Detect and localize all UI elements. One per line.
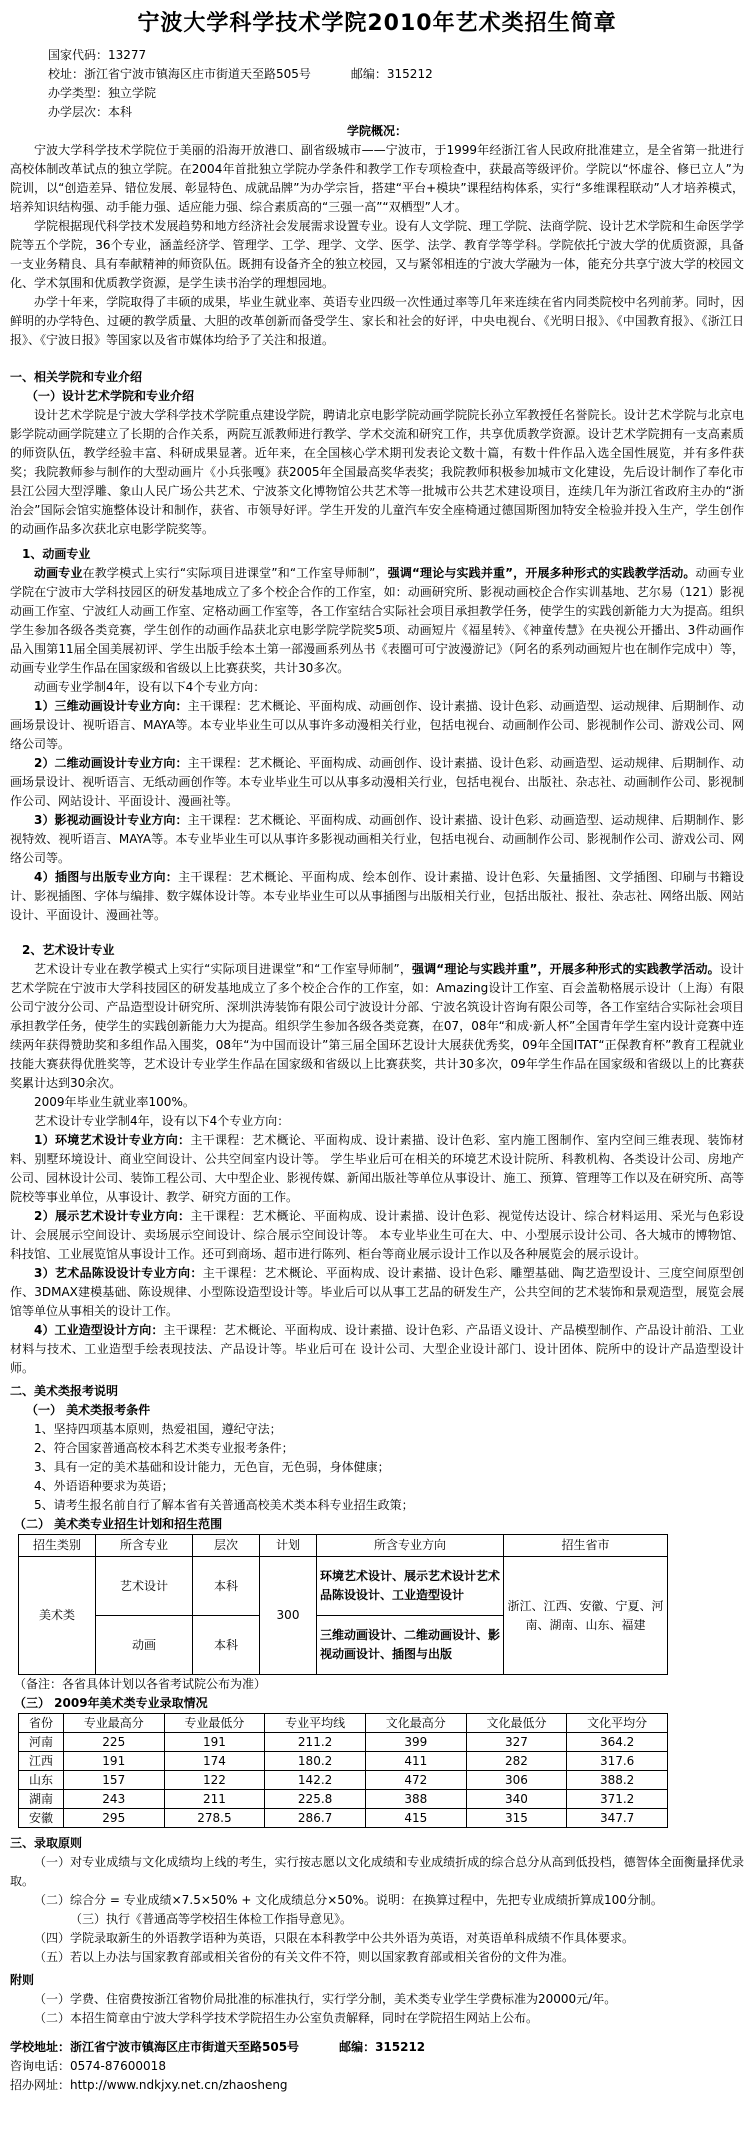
school-nature: 办学类型：独立学院 xyxy=(48,86,157,100)
employment-rate: 2009年毕业生就业率100%。 xyxy=(34,1095,195,1109)
table-cell: 211.2 xyxy=(265,1733,366,1752)
table-cell: 211 xyxy=(164,1790,265,1809)
subsection-heading: （二） 美术类专业招生计划和招生范围 xyxy=(14,1517,223,1531)
table-cell: 399 xyxy=(365,1733,466,1752)
table-header-cell: 专业最低分 xyxy=(164,1714,265,1733)
intro-paragraph: 办学十年来，学院取得了丰硕的成果，毕业生就业率、英语专业四级一次性通过率等几年来连续在省内同类院校中名列前茅。同时，因鲜明的办学特色、过硬的教学质量、大胆的改革创新而备受学生、家长和社会的好评，中央电视台、《光明日报》、《中国教育报》、《浙江日报》、《宁波日报》等国家以及省市媒体均给予了关注和报道。 xyxy=(10,295,744,347)
plan-major: 动画 xyxy=(96,1616,193,1675)
table-header-cell: 所含专业方向 xyxy=(317,1535,504,1557)
subsection-heading: （三） 2009年美术类专业录取情况 xyxy=(14,1696,208,1710)
admission-rule: （五）若以上办法与国家教育部或相关省份的有关文件不符，则以国家教育部或相关省份的文件为准。 xyxy=(34,1950,575,1964)
direction-item xyxy=(10,811,744,868)
plan-category: 美术类 xyxy=(19,1557,96,1675)
table-cell: 191 xyxy=(63,1752,164,1771)
contact-website-link[interactable]: 招办网址：http://www.ndkjxy.net.cn/zhaosheng xyxy=(10,2078,288,2092)
table-cell: 174 xyxy=(164,1752,265,1771)
art-emphasis: 强调“理论与实践并重”，开展多种形式的实践教学活动。 xyxy=(412,962,720,976)
intro-paragraph: 学院根据现代科学技术发展趋势和地方经济社会发展需求设置专业。设有人文学院、理工学院、法商学院、设计艺术学院和生命医学学院等五个学院，36个专业，涵盖经济学、管理学、工学、理学、文学、医学、法学、教育学等学科。学院依托宁波大学的优质资源，具备一支业务精良、具有奉献精神的师资队伍。既拥有设备齐全的独立校园，又与紧邻相连的宁波大学融为一体，能充分共享宁波大学的校园文化、学术氛围和优质教学资源，是学生读书治学的理想园地。 xyxy=(10,219,744,290)
contact-block xyxy=(10,2038,744,2095)
table-cell: 347.7 xyxy=(567,1809,668,1828)
direction-name: 4）插图与出版专业方向： xyxy=(34,870,179,884)
table-cell: 315 xyxy=(466,1809,567,1828)
condition-item: 5、请考生报名前自行了解本省有关普通高校美术类本科专业招生政策； xyxy=(34,1498,414,1512)
table-cell: 142.2 xyxy=(265,1771,366,1790)
table-row xyxy=(19,1557,668,1616)
direction-name: 1）三维动画设计专业方向： xyxy=(34,699,188,713)
table-cell: 472 xyxy=(365,1771,466,1790)
animation-paragraph xyxy=(10,564,744,678)
art-lead: 艺术设计专业在教学模式上实行“实际项目进课堂”和“工作室导师制”， xyxy=(34,962,412,976)
art-design-paragraph xyxy=(10,960,744,1093)
admission-rule: （四）学院录取新生的外语教学语种为英语，只限在本科教学中公共外语为英语，对英语单科成绩不作具体要求。 xyxy=(34,1931,635,1945)
table-cell: 327 xyxy=(466,1733,567,1752)
table-header-cell: 招生省市 xyxy=(504,1535,668,1557)
table-cell: 山东 xyxy=(19,1771,64,1790)
table-row xyxy=(19,1771,668,1790)
table-row xyxy=(19,1809,668,1828)
section-heading: 二、美术类报考说明 xyxy=(10,1384,119,1398)
school-level: 办学层次：本科 xyxy=(48,105,133,119)
intro-paragraph: 宁波大学科学技术学院位于美丽的沿海开放港口、副省级城市——宁波市，于1999年经浙江省人民政府批准建立，是全省第一批进行高校体制改革试点的独立学院。在2004年首批独立学院办学条件和教学工作专项检查中，获最高等级评价。学院以“怀虚谷、修已立人”为院训，以“创造差异、错位发展、彰显特色、成就品牌”为办学宗旨，搭建“平台+模块”课程结构体系，实行“多维课程联动”人才培养模式，培养知识结构强、动手能力强、适应能力强、综合素质高的“三强一高”“双栖型”人才。 xyxy=(10,143,744,214)
condition-item: 3、具有一定的美术基础和设计能力，无色盲，无色弱，身体健康； xyxy=(34,1460,390,1474)
plan-level: 本科 xyxy=(193,1616,260,1675)
condition-item: 4、外语语种要求为英语； xyxy=(34,1479,174,1493)
table-cell: 243 xyxy=(63,1790,164,1809)
table-header-cell: 文化平均分 xyxy=(567,1714,668,1733)
direction-text: 主干课程：艺术概论、平面构成、动画创作、设计素描、设计色彩、动画造型、运动规律、后期制作、动画场景设计、视听语言、无纸动画创作等。本专业毕业生可以从事多动漫相关行业，包括电视台、出版社、杂志社、动画制作公司、影视制作公司、网站设计、平面设计、漫画社等。 xyxy=(10,756,744,808)
plan-directions: 三维动画设计、二维动画设计、影视动画设计、插图与出版 xyxy=(317,1616,504,1675)
table-cell: 225 xyxy=(63,1733,164,1752)
major-heading-animation: 1、动画专业 xyxy=(22,547,91,561)
enrollment-plan-table xyxy=(18,1534,668,1675)
table-header-cell: 所含专业 xyxy=(96,1535,193,1557)
direction-text: 主干课程：艺术概论、平面构成、动画创作、设计素描、设计色彩、动画造型、运动规律、后期制作、动画场景设计、视听语言、MAYA等。本专业毕业生可以从事许多动漫相关行业，包括电视台、动画制作公司、影视制作公司、游戏公司、网络公司等。 xyxy=(10,699,744,751)
table-header-cell: 计划 xyxy=(260,1535,317,1557)
direction-text: 主干课程：艺术概论、平面构成、设计素描、设计色彩、室内施工图制作、室内空间三维表现、装饰材料、别墅环境设计、商业空间设计、公共空间室内设计等。 学生毕业后可在相关的环境艺术设计院所、科教机构、各类设计公司、房地产公司、园林设计公司、装饰工程公司、大中型企业、影视传媒、新闻出版社等单位从事设计、施工、预算、管理等工作以及在研究所、高等院校等事业单位，从事设计、教学、研究方面的工作。 xyxy=(10,1133,744,1204)
table-row xyxy=(19,1752,668,1771)
appendix-item: （一）学费、住宿费按浙江省物价局批准的标准执行，实行学分制，美术类专业学生学费标准为20000元/年。 xyxy=(34,1992,617,2006)
table-row xyxy=(19,1790,668,1809)
plan-note: （备注：各省具体计划以各省考试院公布为准） xyxy=(14,1677,267,1691)
direction-item xyxy=(10,1264,744,1321)
direction-text: 主干课程：艺术概论、平面构成、设计素描、设计色彩、产品语义设计、产品模型制作、产品设计前沿、工业材料与技术、工业造型手绘表现技法、产品设计等。毕业后可在 设计公司、大型企业设计部门、设计团体、院所中的设计产品造型设计师。 xyxy=(10,1323,744,1375)
condition-item: 1、坚持四项基本原则，热爱祖国，遵纪守法； xyxy=(34,1422,282,1436)
table-cell: 295 xyxy=(63,1809,164,1828)
contact-phone: 咨询电话：0574-87600018 xyxy=(10,2059,166,2073)
table-header-cell: 文化最高分 xyxy=(365,1714,466,1733)
admission-rule: （三）执行《普通高等学校招生体检工作指导意见》。 xyxy=(70,1912,353,1926)
table-header-cell: 专业平均线 xyxy=(265,1714,366,1733)
table-cell: 180.2 xyxy=(265,1752,366,1771)
art-directions-intro: 艺术设计专业学制4年，设有以下4个专业方向： xyxy=(34,1114,290,1128)
animation-lead: 动画专业 xyxy=(34,566,83,580)
direction-item xyxy=(10,697,744,754)
direction-text: 主干课程：艺术概论、平面构成、动画创作、设计素描、设计色彩、动画造型、运动规律、后期制作、影视特效、视听语言、MAYA等。本专业毕业生可以从事许多影视动画相关行业，包括电视台、动画制作公司、影视制作公司、游戏公司、网络公司等。 xyxy=(10,813,744,865)
table-cell: 安徽 xyxy=(19,1809,64,1828)
table-cell: 191 xyxy=(164,1733,265,1752)
admission-rule: （一）对专业成绩与文化成绩均上线的考生，实行按志愿以文化成绩和专业成绩折成的综合总分从高到低投档，德智体全面衡量择优录取。 xyxy=(10,1855,744,1888)
direction-name: 3）艺术品陈设设计专业方向： xyxy=(34,1266,203,1280)
table-header-row xyxy=(19,1714,668,1733)
direction-name: 4）工业造型设计方向： xyxy=(34,1323,164,1337)
table-cell: 415 xyxy=(365,1809,466,1828)
table-cell: 286.7 xyxy=(265,1809,366,1828)
table-cell: 306 xyxy=(466,1771,567,1790)
animation-mid: 在教学模式上实行“实际项目进课堂”和“工作室导师制”， xyxy=(82,566,388,580)
plan-level: 本科 xyxy=(193,1557,260,1616)
direction-item xyxy=(10,1131,744,1207)
table-cell: 江西 xyxy=(19,1752,64,1771)
plan-major: 艺术设计 xyxy=(96,1557,193,1616)
direction-item xyxy=(10,754,744,811)
school-postcode: 邮编：315212 xyxy=(350,67,433,81)
college-paragraph: 设计艺术学院是宁波大学科学技术学院重点建设学院，聘请北京电影学院动画学院院长孙立军教授任名誉院长。设计艺术学院与北京电影学院动画学院建立了长期的合作关系，两院互派教师进行教学、学术交流和研究工作，共享优质教学资源。设计艺术学院拥有一支高素质的师资队伍，教学经验丰富、科研成果显著。近年来，在全国核心学术期刊发表论文数十篇，有数十件作品入选全国性展览，并有多件获奖；我院教师参与制作的大型动画片《小兵张嘎》获2005年全国最高奖华表奖；我院教师积极参加城市文化建设，先后设计制作了奉化市县江公园大型浮雕、象山人民广场公共艺术、宁波茶文化博物馆公共艺术等一批城市公共艺术建设项目，连续几年为浙江省政府主办的“浙治会”国际会馆实施整体设计和制作，获省、市领导好评。学生开发的儿童汽车安全座椅通过德国斯图加特安全检验并投入生产，学生创作的动画作品多次获北京电影学院奖等。 xyxy=(10,408,744,536)
contact-postcode: 邮编：315212 xyxy=(339,2040,426,2054)
subsection-heading: （一）设计艺术学院和专业介绍 xyxy=(26,389,195,403)
appendix-item: （二）本招生简章由宁波大学科学技术学院招生办公室负责解释，同时在学院招生网站上公布。 xyxy=(34,2011,539,2025)
school-address: 校址：浙江省宁波市镇海区庄市街道天至路505号 xyxy=(48,67,311,81)
admission-score-table xyxy=(18,1713,668,1828)
plan-total: 300 xyxy=(260,1557,317,1675)
table-cell: 388.2 xyxy=(567,1771,668,1790)
section-heading: 三、录取原则 xyxy=(10,1836,83,1850)
table-header-cell: 文化最低分 xyxy=(466,1714,567,1733)
table-header-row xyxy=(19,1535,668,1557)
direction-item xyxy=(10,868,744,925)
table-cell: 282 xyxy=(466,1752,567,1771)
table-cell: 317.6 xyxy=(567,1752,668,1771)
table-cell: 122 xyxy=(164,1771,265,1790)
table-cell: 411 xyxy=(365,1752,466,1771)
direction-name: 2）二维动画设计专业方向： xyxy=(34,756,188,770)
table-cell: 湖南 xyxy=(19,1790,64,1809)
table-cell: 364.2 xyxy=(567,1733,668,1752)
direction-name: 3）影视动画设计专业方向： xyxy=(34,813,188,827)
intro-heading: 学院概况： xyxy=(346,124,407,138)
table-cell: 157 xyxy=(63,1771,164,1790)
page-title: 宁波大学科学技术学院2010年艺术类招生简章 xyxy=(137,11,617,36)
major-heading-art-design: 2、艺术设计专业 xyxy=(22,943,115,957)
section-heading: 一、相关学院和专业介绍 xyxy=(10,370,143,384)
animation-rest: 动画专业学院在宁波市大学科技园区的研发基地成立了多个校企合作的工作室，如：动画研究所、影视动画校企合作实训基地、艺尔易（121）影视动画工作室、宁波红人动画工作室、定格动画工作室等，各工作室结合实际社会项目承担教学任务，使学生的实践创新能力大为提高。组织学生参加各级各类竞赛，学生创作的动画作品获北京电影学院学院奖5项、动画短片《福星转》、《神童传慧》在央视公开播出、3件动画作品入围第11届全国美展初评、学生出版手绘本土第一部漫画系列丛书《表圈可可宁波漫游记》（阿名的系列动画短片也在制作完成中）等，动画专业学生作品在国家级和省级以上比赛获奖，共计30多次。 xyxy=(10,566,744,675)
direction-text: 主干课程：艺术概论、平面构成、设计素描、设计色彩、雕塑基础、陶艺造型设计、三度空间原型创作、3DMAX建模基础、陈设规律、小型陈设造型设计等。毕业后可以从事工艺品的研发生产，公共空间的艺术装饰和景观造型，展览会展馆等单位从事相关的设计工作。 xyxy=(10,1266,744,1318)
school-meta xyxy=(10,46,744,122)
table-header-cell: 招生类别 xyxy=(19,1535,96,1557)
table-cell: 340 xyxy=(466,1790,567,1809)
admission-rule: （二）综合分 = 专业成绩×7.5×50% + 文化成绩总分×50%。说明：在换算过程中，先把专业成绩折算成100分制。 xyxy=(34,1893,663,1907)
condition-item: 2、符合国家普通高校本科艺术类专业报考条件； xyxy=(34,1441,294,1455)
table-cell: 388 xyxy=(365,1790,466,1809)
animation-emphasis: 强调“理论与实践并重”，开展多种形式的实践教学活动。 xyxy=(387,566,696,580)
table-cell: 河南 xyxy=(19,1733,64,1752)
section-heading: 附则 xyxy=(10,1973,35,1987)
direction-item xyxy=(10,1321,744,1378)
table-cell: 278.5 xyxy=(164,1809,265,1828)
direction-item xyxy=(10,1207,744,1264)
table-cell: 225.8 xyxy=(265,1790,366,1809)
animation-directions-intro: 动画专业学制4年，设有以下4个专业方向： xyxy=(34,680,266,694)
plan-provinces: 浙江、江西、安徽、宁夏、河南、湖南、山东、福建 xyxy=(504,1557,668,1675)
contact-address: 学校地址：浙江省宁波市镇海区庄市街道天至路505号 xyxy=(10,2040,300,2054)
table-header-cell: 省份 xyxy=(19,1714,64,1733)
plan-directions: 环境艺术设计、展示艺术设计艺术品陈设设计、工业造型设计 xyxy=(317,1557,504,1616)
table-header-cell: 专业最高分 xyxy=(63,1714,164,1733)
direction-text: 主干课程：艺术概论、平面构成、绘本创作、设计素描、设计色彩、矢量插图、文学插图、印刷与书籍设计、影视插图、字体与编排、数字媒体设计等。本专业毕业生可以从事插图与出版相关行业，包括出版社、报社、杂志社、网络出版、网站设计、平面设计、漫画社等。 xyxy=(10,870,744,922)
art-rest: 设计艺术学院在宁波市大学科技园区的研发基地成立了多个校企合作的工作室，如：Amazing设计工作室、百会盖勒格展示设计（上海）有限公司宁波分公司、产品造型设计研究所、深圳洪涛装饰有限公司宁波设计分部、宁波名筑设计咨询有限公司等，各工作室结合实际社会项目承担教学任务，使学生的实践创新能力大为提高。组织学生参加各级各类竞赛，在07，08年“和成·新人杯”全国青年学生室内设计竞赛中连续两年获得赞助奖和多组作品入围奖，08年“为中国而设计”第三届全国环艺设计大展获优秀奖，09年全国ITAT“正保教育杯”教育工程就业技能大赛获得优胜奖等，艺术设计专业学生作品在国家级和省级以上比赛获奖，共计30多次，09年学生作品在国家级和省级以上的比赛获奖累计达到30余次。 xyxy=(10,962,744,1090)
direction-text: 主干课程：艺术概论、平面构成、设计素描、设计色彩、视觉传达设计、综合材料运用、采光与色彩设计、会展展示空间设计、卖场展示空间设计、综合展示空间设计等。 本专业毕业生可在大、中、小型展示设计公司、各大城市的博物馆、科技馆、工业展览馆从事设计工作。还可到商场、超市进行陈列、柜台等商业展示设计工作以及各种展览会的展示设计。 xyxy=(10,1209,744,1261)
direction-name: 1）环境艺术设计专业方向： xyxy=(34,1133,191,1147)
subsection-heading: （一） 美术类报考条件 xyxy=(26,1403,151,1417)
table-header-cell: 层次 xyxy=(193,1535,260,1557)
direction-name: 2）展示艺术设计专业方向： xyxy=(34,1209,191,1223)
national-code: 国家代码：13277 xyxy=(48,48,147,62)
table-row xyxy=(19,1733,668,1752)
table-cell: 371.2 xyxy=(567,1790,668,1809)
